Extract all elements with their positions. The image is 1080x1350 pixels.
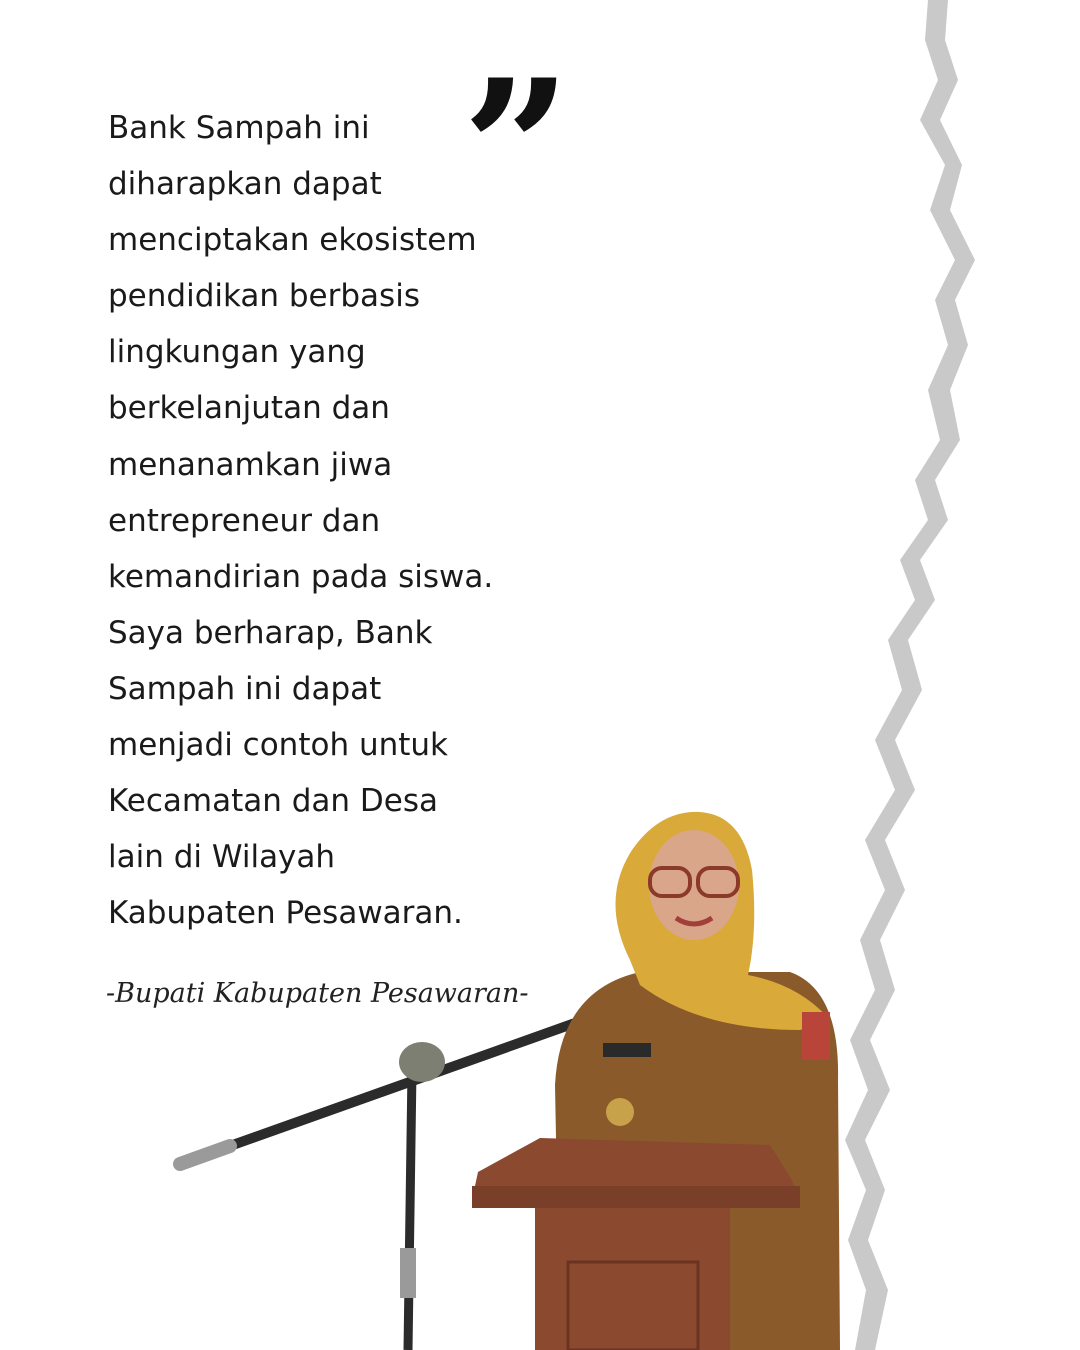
- quote-line: Bank Sampah ini: [108, 110, 370, 146]
- signature: -Bupati Kabupaten Pesawaran-: [106, 978, 529, 1009]
- quote-line: menanamkan jiwa: [108, 446, 393, 483]
- quote-line: Sampah ini dapat: [108, 670, 382, 707]
- quote-line: menciptakan ekosistem: [108, 222, 477, 259]
- quote-line: lain di Wilayah: [108, 839, 336, 876]
- quote-line: Saya berharap, Bank: [108, 614, 433, 651]
- quote-line: entrepreneur dan: [108, 502, 381, 539]
- quote-mark-icon: ”: [462, 38, 572, 261]
- quote-line: pendidikan berbasis: [108, 278, 420, 315]
- quote-line: lingkungan yang: [108, 334, 366, 371]
- quote-line: kemandirian pada siswa.: [108, 558, 494, 595]
- quote-line: Kabupaten Pesawaran.: [108, 895, 463, 932]
- quote-line: berkelanjutan dan: [108, 390, 390, 427]
- quote-line: Kecamatan dan Desa: [108, 783, 439, 820]
- quote-line: diharapkan dapat: [108, 166, 382, 203]
- quote-line: menjadi contoh untuk: [108, 727, 449, 764]
